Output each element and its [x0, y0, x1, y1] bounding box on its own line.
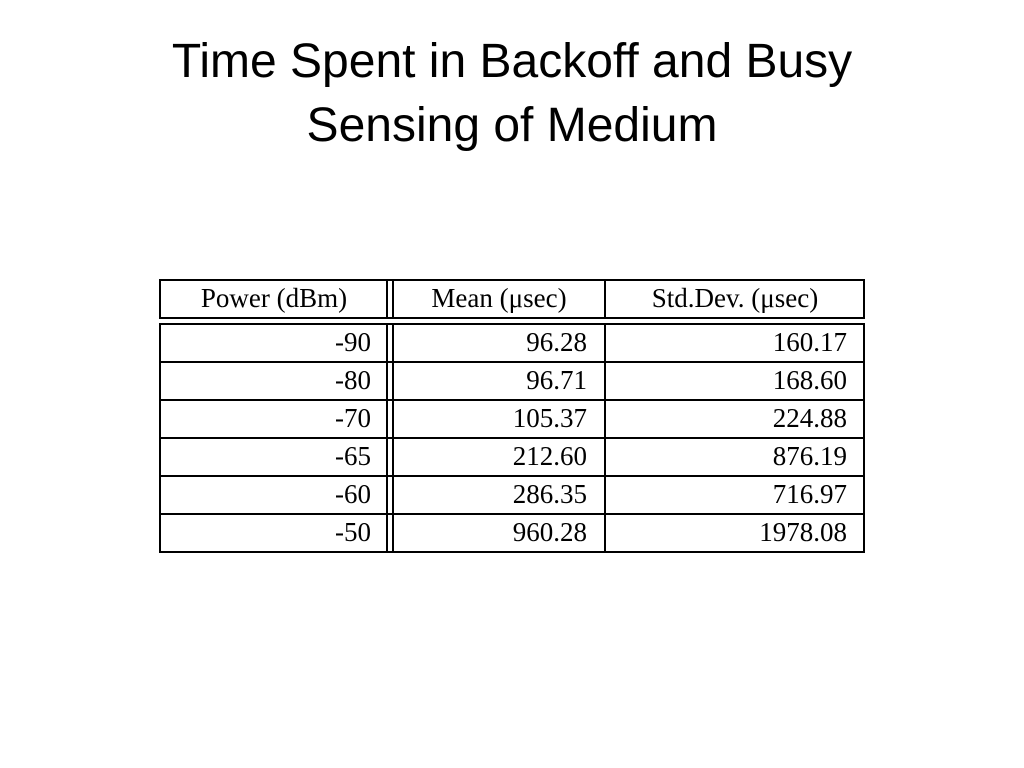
header-std-dev: Std.Dev. (μsec)	[651, 283, 819, 313]
header-mean: Mean (μsec)	[431, 283, 567, 313]
slide-title-line-2: Sensing of Medium	[306, 99, 718, 152]
cell-power: -60	[335, 479, 371, 509]
cell-std-dev: 876.19	[772, 441, 847, 471]
table-row	[159, 323, 865, 363]
table-row	[159, 515, 865, 553]
cell-power: -80	[335, 365, 371, 395]
cell-mean: 286.35	[512, 479, 587, 509]
cell-std-dev: 168.60	[772, 365, 847, 395]
cell-mean: 105.37	[512, 403, 587, 433]
slide-title	[0, 30, 1024, 158]
table-header-row	[159, 279, 865, 319]
table-row	[159, 477, 865, 515]
table-row	[159, 363, 865, 401]
cell-mean: 212.60	[512, 441, 587, 471]
table-row	[159, 439, 865, 477]
data-table	[159, 279, 865, 553]
table-row	[159, 401, 865, 439]
cell-std-dev: 716.97	[772, 479, 847, 509]
slide-title-line-1: Time Spent in Backoff and Busy	[171, 35, 853, 88]
header-power: Power (dBm)	[200, 283, 348, 313]
cell-power: -90	[335, 327, 371, 357]
cell-mean: 96.28	[526, 327, 587, 357]
cell-std-dev: 1978.08	[759, 517, 847, 547]
cell-power: -65	[335, 441, 371, 471]
cell-mean: 960.28	[512, 517, 587, 547]
cell-power: -70	[335, 403, 371, 433]
cell-std-dev: 224.88	[772, 403, 847, 433]
cell-power: -50	[335, 517, 371, 547]
cell-std-dev: 160.17	[772, 327, 847, 357]
cell-mean: 96.71	[526, 365, 587, 395]
